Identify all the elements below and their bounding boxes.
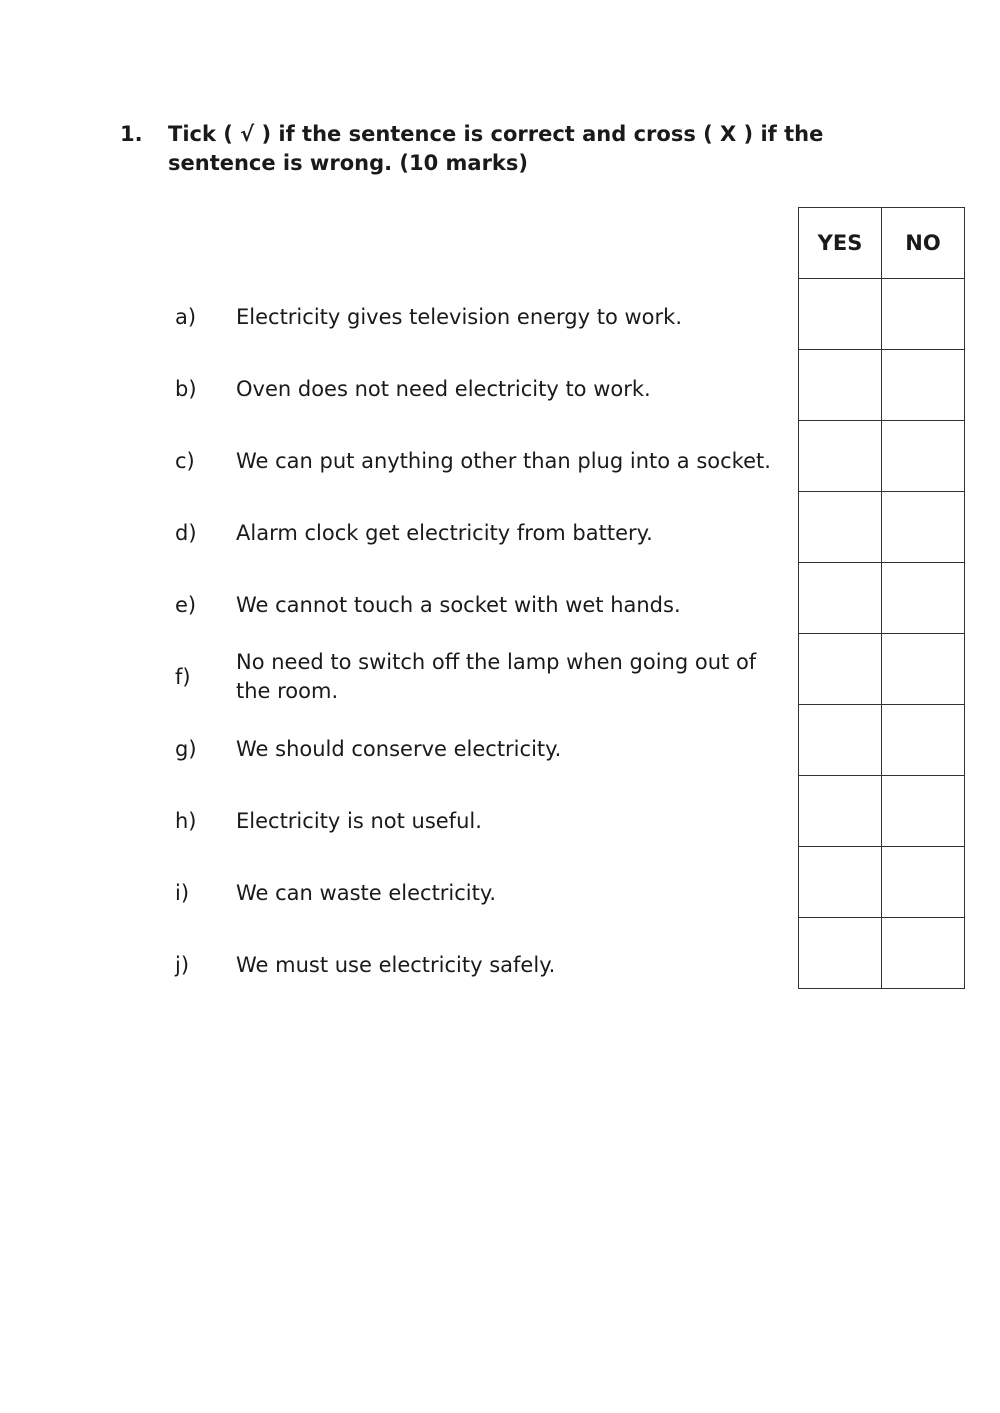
statement-letter: b)	[175, 376, 197, 401]
answer-row-a	[799, 279, 965, 350]
statement-d	[175, 497, 790, 569]
no-answer-box-d[interactable]	[882, 492, 965, 563]
answer-row-f	[799, 634, 965, 705]
no-answer-box-f[interactable]	[882, 634, 965, 705]
answer-row-i	[799, 847, 965, 918]
answer-row-h	[799, 776, 965, 847]
no-answer-box-a[interactable]	[882, 279, 965, 350]
yes-answer-box-a[interactable]	[799, 279, 882, 350]
statement-c	[175, 425, 790, 497]
yes-answer-box-d[interactable]	[799, 492, 882, 563]
statement-g	[175, 713, 790, 785]
no-answer-box-j[interactable]	[882, 918, 965, 989]
statement-text: Alarm clock get electricity from battery.	[236, 520, 653, 545]
statement-letter: f)	[175, 664, 191, 689]
statement-letter: j)	[175, 952, 190, 977]
no-answer-box-c[interactable]	[882, 421, 965, 492]
yes-answer-box-b[interactable]	[799, 350, 882, 421]
answer-row-b	[799, 350, 965, 421]
statement-letter: e)	[175, 592, 197, 617]
statement-letter: c)	[175, 448, 195, 473]
no-answer-box-b[interactable]	[882, 350, 965, 421]
no-answer-box-i[interactable]	[882, 847, 965, 918]
no-answer-box-g[interactable]	[882, 705, 965, 776]
answer-row-j	[799, 918, 965, 989]
statement-letter: i)	[175, 880, 190, 905]
statement-text: We must use electricity safely.	[236, 952, 556, 977]
statement-a	[175, 281, 790, 353]
yes-answer-box-j[interactable]	[799, 918, 882, 989]
question-instruction: Tick ( √ ) if the sentence is correct and cross ( X ) if the sentence is wrong. (10 marks)	[168, 122, 824, 175]
answer-row-d	[799, 492, 965, 563]
statement-text: We can waste electricity.	[236, 880, 496, 905]
statement-text: We should conserve electricity.	[236, 736, 562, 761]
yes-answer-box-e[interactable]	[799, 563, 882, 634]
statement-e	[175, 569, 790, 641]
answer-row-g	[799, 705, 965, 776]
statement-text: We cannot touch a socket with wet hands.	[236, 592, 681, 617]
yes-answer-box-g[interactable]	[799, 705, 882, 776]
answer-grid	[798, 207, 965, 989]
statement-letter: d)	[175, 520, 197, 545]
statement-i	[175, 857, 790, 929]
yes-answer-box-f[interactable]	[799, 634, 882, 705]
question-number: 1.	[120, 122, 143, 146]
statement-text: Electricity gives television energy to work.	[236, 304, 682, 329]
answer-row-e	[799, 563, 965, 634]
statement-j	[175, 929, 790, 1001]
no-answer-box-e[interactable]	[882, 563, 965, 634]
answer-grid-header-row	[799, 208, 965, 279]
statement-text: Oven does not need electricity to work.	[236, 376, 651, 401]
no-column-header: NO	[882, 208, 965, 279]
statement-letter: h)	[175, 808, 197, 833]
no-answer-box-h[interactable]	[882, 776, 965, 847]
statement-f	[175, 641, 790, 713]
statement-letter: g)	[175, 736, 197, 761]
yes-answer-box-h[interactable]	[799, 776, 882, 847]
yes-answer-box-i[interactable]	[799, 847, 882, 918]
statement-letter: a)	[175, 304, 197, 329]
answer-row-c	[799, 421, 965, 492]
yes-answer-box-c[interactable]	[799, 421, 882, 492]
statement-b	[175, 353, 790, 425]
statement-text: No need to switch off the lamp when going out of the room.	[236, 650, 757, 703]
statement-h	[175, 785, 790, 857]
statement-text: We can put anything other than plug into a socket.	[236, 448, 771, 473]
yes-column-header: YES	[799, 208, 882, 279]
statement-text: Electricity is not useful.	[236, 808, 482, 833]
